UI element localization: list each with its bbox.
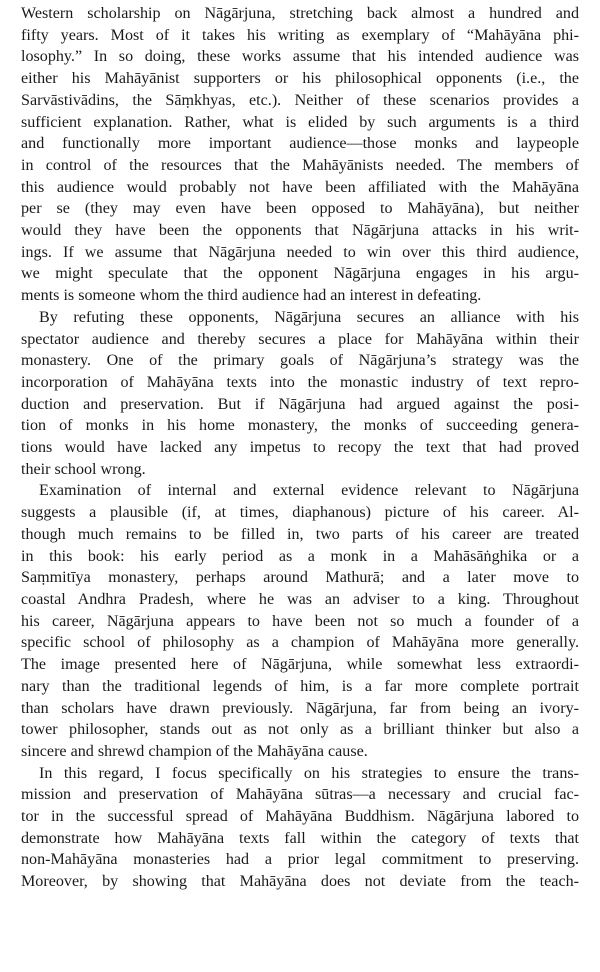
text-line: tor in the successful spread of Mahāyāna Buddhism. Nāgārjuna labored to [21, 808, 579, 826]
text-line: Western scholarship on Nāgārjuna, stretching back almost a hundred and [21, 5, 579, 22]
text-line: ings. If we assume that Nāgārjuna needed to win over this third audience, [21, 243, 579, 261]
text-line: in this book: his early period as a monk in a Mahāsāṅghika or a [21, 547, 579, 565]
text-line: nary than the traditional legends of him, is a far more complete portrait [21, 677, 579, 695]
text-line: demonstrate how Mahāyāna texts fall within the category of texts that [21, 829, 579, 847]
text-line: sufficient explanation. Rather, what is elided by such arguments is a third [21, 113, 579, 131]
text-line: fifty years. Most of it takes his writing as exemplary of “Mahāyāna phi- [21, 26, 579, 44]
text-line: monastery. One of the primary goals of Nāgārjuna’s strategy was the [21, 352, 579, 370]
text-line: Saṃmitīya monastery, perhaps around Mathurā; and a later move to [21, 569, 579, 587]
text-line: would they have been the opponents that Nāgārjuna attacks in his writ- [21, 222, 579, 240]
paragraph [21, 480, 579, 762]
text-line: we might speculate that the opponent Nāgārjuna engages in his argu- [21, 265, 579, 283]
text-line: Examination of internal and external evidence relevant to Nāgārjuna [39, 482, 579, 500]
text-line: though much remains to be filled in, two parts of his career are treated [21, 525, 579, 543]
text-line: tion of monks in his home monastery, the monks of succeeding genera- [21, 417, 579, 435]
text-line: in control of the resources that the Mahāyānists needed. The members of [21, 156, 579, 174]
text-line: coastal Andhra Pradesh, where he was an adviser to a king. Throughout [21, 590, 579, 608]
body-text [21, 3, 579, 893]
text-line: tower philosopher, stands out as not only as a brilliant thinker but also a [21, 721, 579, 739]
text-line: sincere and shrewd champion of the Mahāyāna cause. [21, 742, 368, 760]
text-line: duction and preservation. But if Nāgārjuna had argued against the posi- [21, 395, 579, 413]
text-line: his career, Nāgārjuna appears to have been not so much a founder of a [21, 612, 579, 630]
text-line: In this regard, I focus specifically on his strategies to ensure the trans- [39, 764, 579, 782]
paragraph [21, 763, 579, 893]
text-line: Sarvāstivādins, the Sāṃkhyas, etc.). Neither of these scenarios provides a [21, 91, 579, 109]
text-line: losophy.” In so doing, these works assume that his intended audience was [21, 48, 579, 66]
text-line: mission and preservation of Mahāyāna sūtras—a necessary and crucial fac- [21, 786, 579, 804]
text-line: incorporation of Mahāyāna texts into the monastic industry of text repro- [21, 373, 579, 391]
text-line: ments is someone whom the third audience had an interest in defeating. [21, 287, 482, 305]
text-line: per se (they may even have been opposed to Mahāyāna), but neither [21, 200, 579, 218]
text-line: Moreover, by showing that Mahāyāna does not deviate from the teach- [21, 873, 579, 891]
text-line: specific school of philosophy as a champion of Mahāyāna more generally. [21, 634, 579, 652]
text-line: suggests a plausible (if, at times, diaphanous) picture of his career. Al- [21, 504, 579, 522]
paragraph [21, 3, 579, 307]
text-line: either his Mahāyānist supporters or his philosophical opponents (i.e., the [21, 70, 579, 88]
text-line: than scholars have drawn previously. Nāgārjuna, far from being an ivory- [21, 699, 579, 717]
text-line: non-Mahāyāna monasteries had a prior legal commitment to preserving. [21, 851, 579, 869]
text-line: this audience would probably not have been affiliated with the Mahāyāna [21, 178, 579, 196]
text-line: their school wrong. [21, 460, 146, 478]
text-line: By refuting these opponents, Nāgārjuna secures an alliance with his [39, 308, 579, 326]
paragraph [21, 307, 579, 481]
text-line: tions would have lacked any impetus to recopy the text that had proved [21, 439, 579, 457]
text-line: spectator audience and thereby secures a place for Mahāyāna within their [21, 330, 579, 348]
text-line: The image presented here of Nāgārjuna, while somewhat less extraordi- [21, 656, 579, 674]
text-line: and functionally more important audience—those monks and laypeople [21, 135, 579, 153]
